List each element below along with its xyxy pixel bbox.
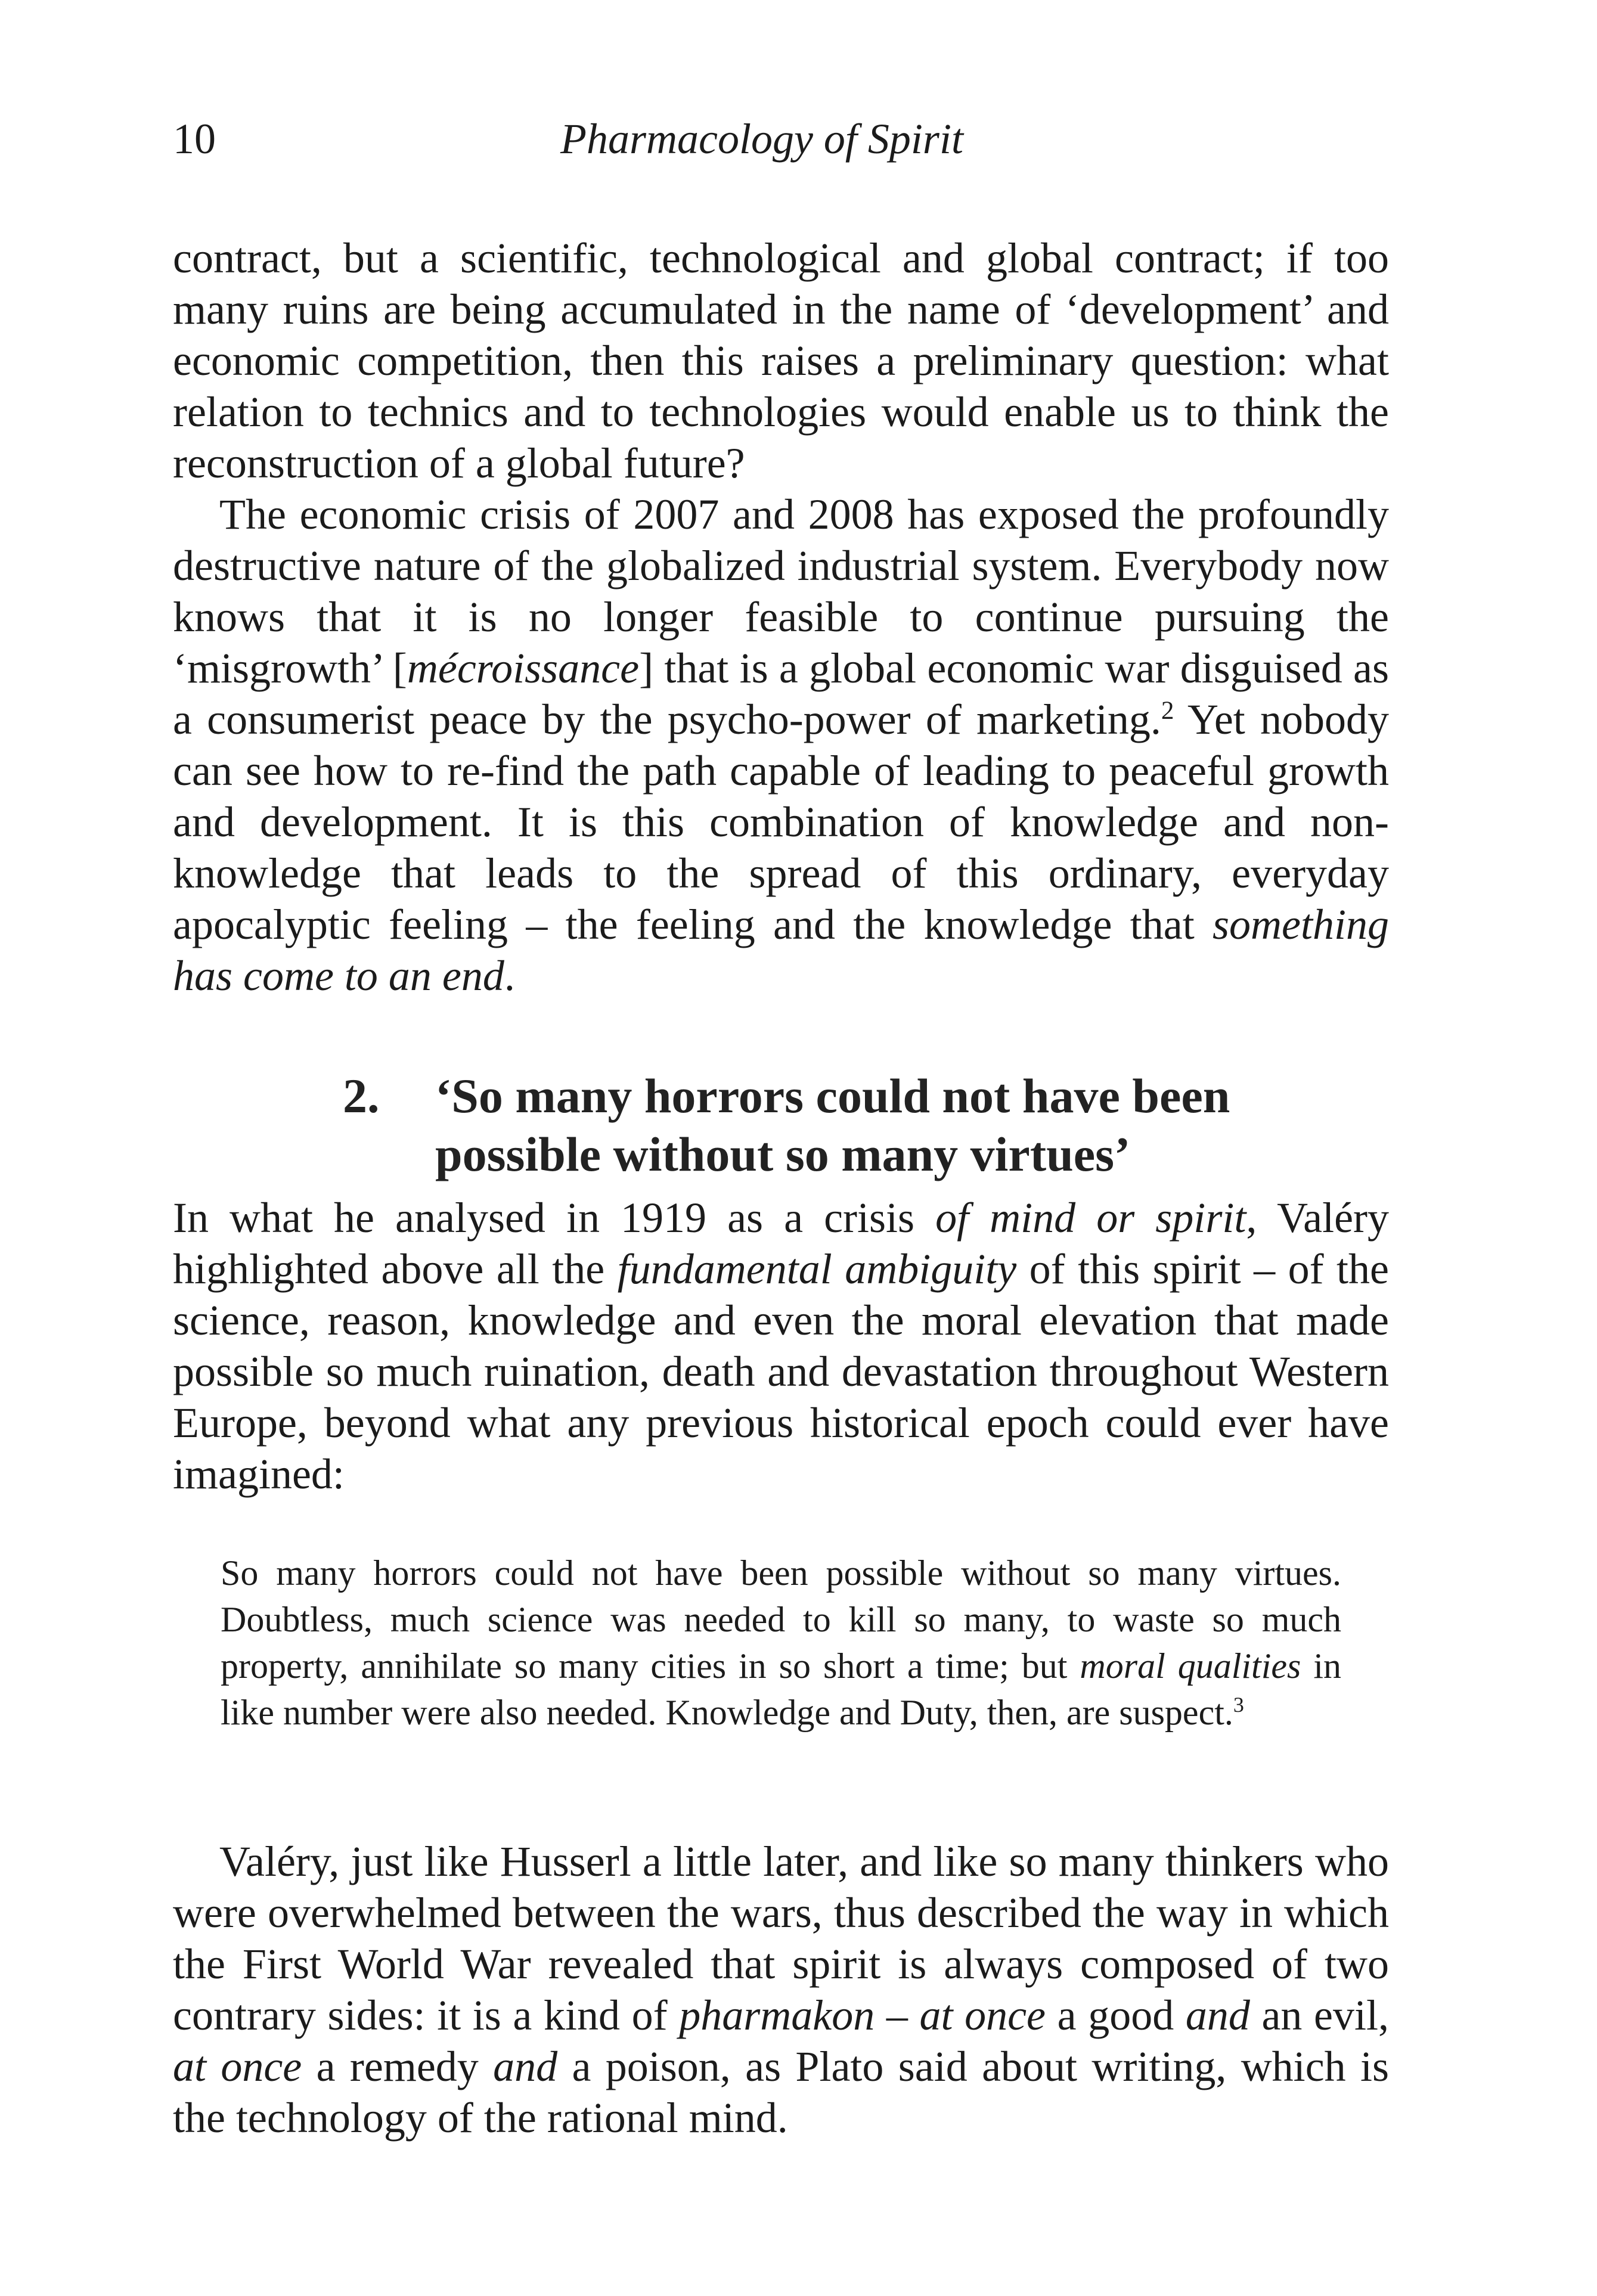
italic-phrase: at once [919,1991,1046,2039]
italic-phrase: fundamental ambiguity [617,1245,1017,1293]
italic-term: and [493,2043,558,2090]
paragraph-text: ] that is a global economic war disguised as a consumerist peace by the psycho-power of marketing. [173,644,1389,743]
paragraph-economic-crisis [173,489,1389,1001]
section-title: ‘So many horrors could not have been possible without so many virtues’ [435,1069,1230,1181]
paragraph-text: The economic crisis of 2007 and 2008 has exposed the profoundly destructive nature of the globalized industrial system. Everybody now knows that it is no longer feasible to continue pursuing the ‘misgrowth’ [ [173,491,1389,692]
running-title: Pharmacology of Spirit [560,115,963,163]
paragraph-text: a good [1046,1991,1186,2039]
footnote-marker[interactable]: 3 [1233,1693,1244,1717]
quote-text: in like number were also needed. Knowledge and Duty, then, are suspect. [221,1646,1342,1732]
page-number: 10 [173,115,216,163]
italic-term: pharmakon [679,1991,875,2039]
italic-phrase: moral qualities [1080,1646,1301,1686]
italic-term: and [1185,1991,1250,2039]
paragraph-text: Yet nobody can see how to re-find the path capable of leading to peaceful growth and development. It is this combination of knowledge and non-knowledge that leads to the spread of this ordinary, everyday apocalyptic feeling – the feeling and the knowledge that [173,696,1390,948]
quote-text: So many horrors could not have been possible without so many virtues. Doubtless, much science was needed to kill so many, to waste so much property, annihilate so many cities in so short a time; but [221,1553,1341,1686]
footnote-marker[interactable]: 2 [1161,697,1174,725]
paragraph-text: Valéry, just like Husserl a little later, and like so many thinkers who were overwhelmed between the wars, thus described the way in which the First World War revealed that spirit is always composed of two contrary sides: it is a kind of [173,1838,1389,2039]
paragraph-text: contract, but a scientific, technological and global contract; if too many ruins are being accumulated in the name of ‘development’ and economic competition, then this raises a preliminary question: what relation to technics and to technologies would enable us to think the reconstruction of a global future? [173,234,1389,487]
block-quote [221,1550,1341,1736]
paragraph-text: a poison, as Plato said about writing, which is the technology of the rational mind. [173,2043,1390,2142]
section-number: 2. [343,1069,380,1123]
paragraph-valery-crisis [173,1192,1389,1500]
paragraph-text: a remedy [302,2043,494,2090]
paragraph-text: In what he analysed in 1919 as a crisis [173,1194,936,1242]
italic-phrase: at once [173,2043,302,2090]
paragraph-pharmakon [173,1836,1389,2143]
paragraph-text: . [504,952,515,1000]
italic-term: mécroissance [407,644,640,692]
paragraph-contract [173,232,1389,489]
italic-phrase: something has come to an end [173,901,1389,1000]
paragraph-text: – [875,1991,920,2039]
italic-phrase: of mind or spirit [935,1194,1246,1242]
running-head [173,106,1389,172]
paragraph-text: of this spirit – of the science, reason, knowledge and even the moral elevation that made possible so much ruination, death and devastation throughout Western Europe, beyond what any previous historical epoch could ever have imagined: [173,1245,1390,1498]
paragraph-text: , Valéry highlighted above all the [173,1194,1389,1293]
paragraph-text: an evil, [1249,1991,1390,2039]
